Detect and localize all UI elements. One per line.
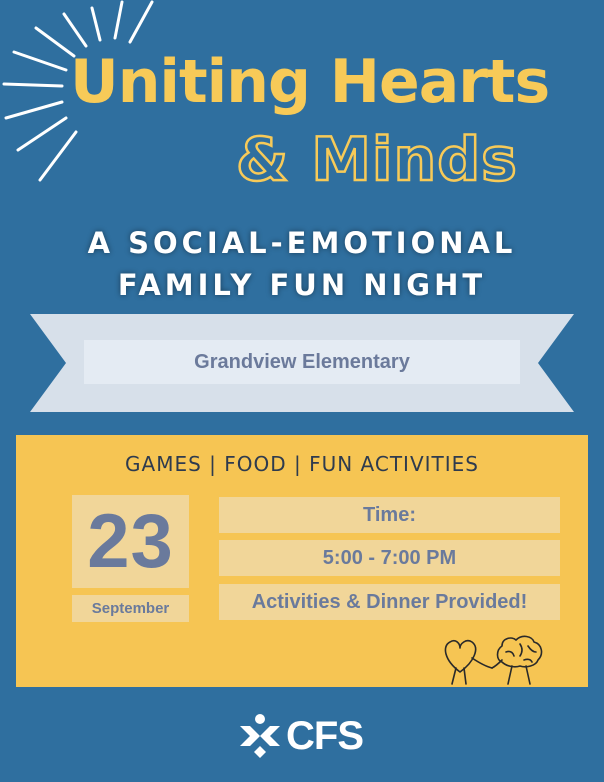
subtitle-line-1: A SOCIAL-EMOTIONAL <box>87 226 517 260</box>
date-day: 23 <box>72 495 189 588</box>
heart-and-brain-holding-hands-icon <box>440 632 550 687</box>
date-month: September <box>72 595 189 622</box>
title-line-2: & Minds <box>236 125 518 195</box>
school-name: Grandview Elementary <box>84 340 520 384</box>
time-value: 5:00 - 7:00 PM <box>219 540 560 576</box>
time-label: Time: <box>219 497 560 533</box>
provided-note: Activities & Dinner Provided! <box>219 584 560 620</box>
event-headline: GAMES | FOOD | FUN ACTIVITIES <box>125 452 479 476</box>
logo-text: CFS <box>286 713 363 758</box>
cfs-logo <box>236 712 363 760</box>
subtitle-line-2: FAMILY FUN NIGHT <box>117 268 487 302</box>
cfs-logo-icon <box>236 712 284 760</box>
title-line-1: Uniting Hearts <box>70 47 550 117</box>
